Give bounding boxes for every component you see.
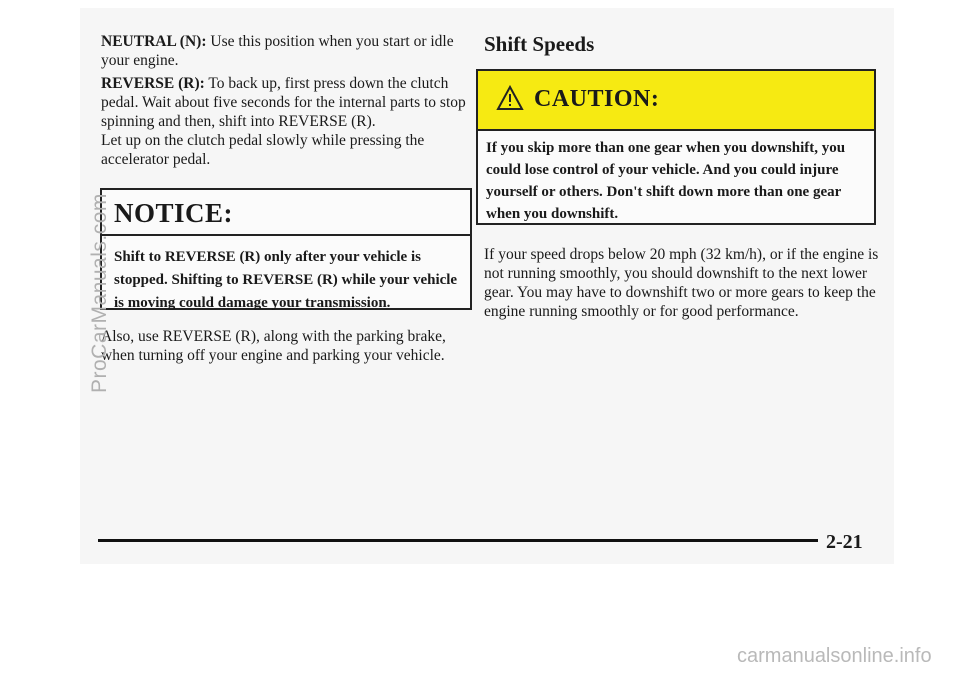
- notice-text: Shift to REVERSE (R) only after your vehicle is stopped. Shifting to REVERSE (R) while your vehicle is moving could damage your transmission.: [114, 249, 458, 311]
- caution-box: [476, 69, 876, 225]
- neutral-text: Use this position when you start or idle your engine.: [101, 33, 454, 69]
- notice-title: NOTICE:: [114, 198, 234, 228]
- watermark: ProCarManuals.com: [88, 193, 111, 393]
- footer-rule: [98, 539, 818, 542]
- notice-box: [100, 188, 472, 310]
- reverse-text: To back up, first press down the clutch pedal. Wait about five seconds for the internal parts to stop spinning and then, shift into REVERSE (R).: [101, 75, 466, 130]
- caution-text: If you skip more than one gear when you downshift, you could lose control of your vehicle. And you could injure yourself or others. Don't shift down more than one gear when you downshift.: [486, 140, 846, 222]
- left-column: [101, 32, 471, 169]
- caution-header: [478, 71, 874, 129]
- downshift-text: If your speed drops below 20 mph (32 km/h), or if the engine is not running smoothly, you should downshift to the next lower gear. You may have to downshift two or more gears to keep the engine running smoothly or for good performance.: [484, 246, 879, 320]
- caution-divider: [478, 129, 874, 131]
- parking-text: Also, use REVERSE (R), along with the parking brake, when turning off your engine and parking your vehicle.: [101, 328, 446, 364]
- caution-title: CAUTION:: [534, 86, 660, 112]
- reverse-label: REVERSE (R):: [101, 75, 205, 92]
- page-number: 2-21: [826, 531, 863, 553]
- site-footer-text: carmanualsonline.info: [737, 645, 932, 667]
- neutral-label: NEUTRAL (N):: [101, 33, 207, 50]
- parking-paragraph: [101, 327, 471, 365]
- notice-divider: [102, 234, 470, 236]
- neutral-paragraph: [101, 32, 471, 70]
- section-title: Shift Speeds: [484, 32, 595, 56]
- reverse-paragraph: [101, 74, 471, 131]
- downshift-paragraph: [484, 245, 884, 321]
- reverse-paragraph-2: Let up on the clutch pedal slowly while pressing the accelerator pedal.: [101, 132, 425, 168]
- warning-triangle-icon: [496, 85, 524, 111]
